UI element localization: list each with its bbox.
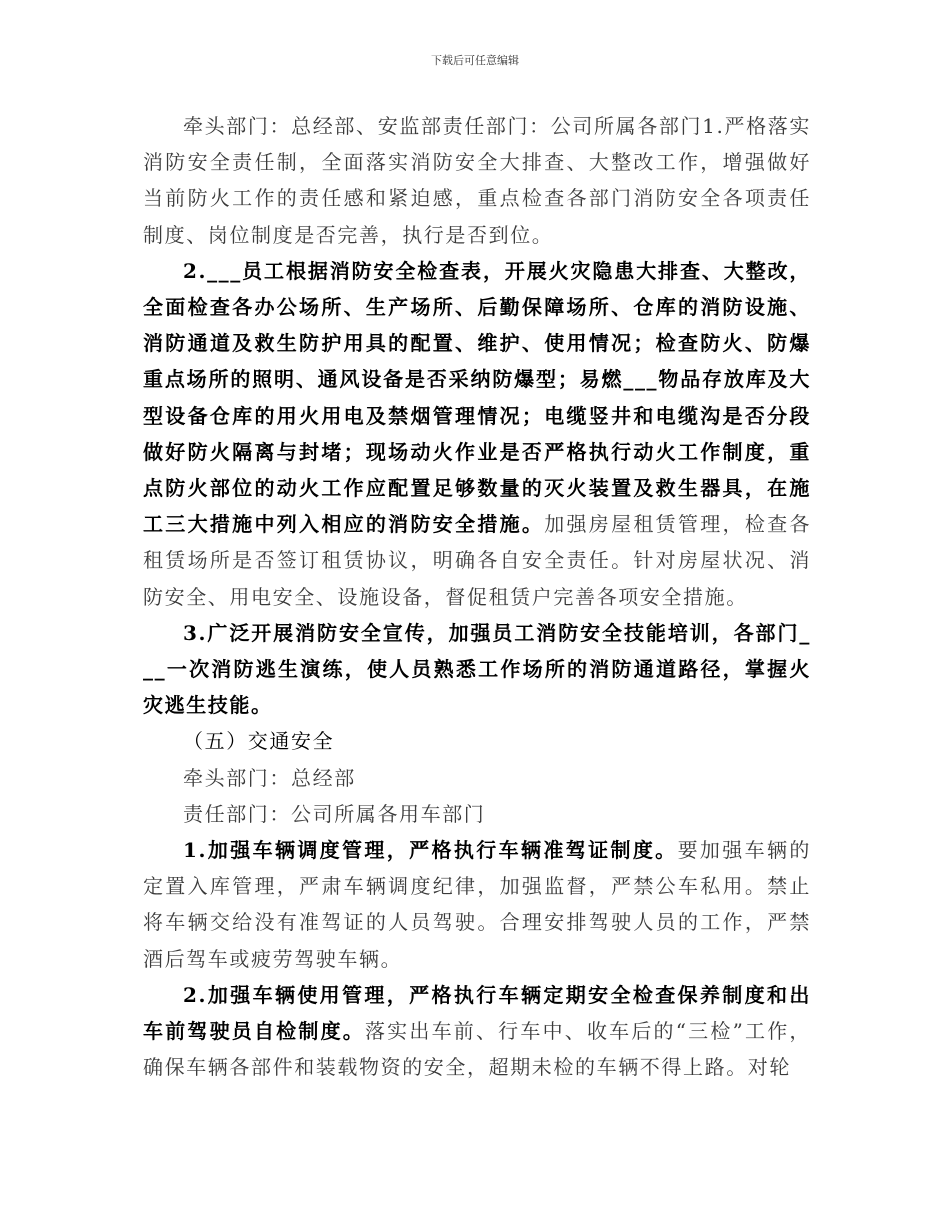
- page-header: 下载后可任意编辑: [431, 54, 519, 67]
- paragraph-fire-inspection: [143, 253, 811, 615]
- paragraph-vehicle-dispatch: [143, 832, 811, 977]
- paragraph-vehicle-use: [143, 977, 811, 1086]
- vehicle-use-bold-text: 2.加强车辆使用管理，严格执行车辆定期安全检查保养制度和出车前驾驶员自检制度。: [143, 982, 811, 1044]
- lead-department: 牵头部门：总经部: [183, 765, 356, 790]
- section-heading-traffic-safety: （五）交通安全: [183, 729, 335, 754]
- vehicle-dispatch-text: 要加强车辆的定置入库管理，严肃车辆调度纪律，加强监督，严禁公车私用。禁止将车辆交给没有准驾证的人员驾驶。合理安排驾驶人员的工作，严禁酒后驾车或疲劳驾驶车辆。: [143, 838, 811, 971]
- paragraph-fire-responsibility: 牵头部门：总经部、安监部责任部门：公司所属各部门1.严格落实消防安全责任制，全面落实消防安全大排查、大整改工作，增强做好当前防火工作的责任感和紧迫感，重点检查各部门消防安全各项责任制度、岗位制度是否完善，执行是否到位。: [143, 114, 811, 247]
- responsible-department: 责任部门：公司所属各用车部门: [183, 801, 486, 826]
- rental-management-text: 加强房屋租赁管理，检查各租赁场所是否签订租赁协议，明确各自安全责任。针对房屋状况、消防安全、用电安全、设施设备，督促租赁户完善各项安全措施。: [143, 512, 811, 609]
- paragraph-fire-training: 3.广泛开展消防安全宣传，加强员工消防安全技能培训，各部门___一次消防逃生演练，使人员熟悉工作场所的消防通道路径，掌握火灾逃生技能。: [143, 620, 811, 718]
- fire-inspection-bold-text: 2.___员工根据消防安全检查表，开展火灾隐患大排查、大整改，全面检查各办公场所、生产场所、后勤保障场所、仓库的消防设施、消防通道及救生防护用具的配置、维护、使用情况；检查防火、防爆重点场所的照明、通风设备是否采纳防爆型；易燃___物品存放库及大型设备仓库的用火用电及禁烟管理情况；电缆竖井和电缆沟是否分段做好防火隔离与封堵；现场动火作业是否严格执行动火工作制度，重点防火部位的动火工作应配置足够数量的灭火装置及救生器具，在施工三大措施中列入相应的消防安全措施。: [143, 258, 811, 537]
- vehicle-dispatch-bold-text: 1.加强车辆调度管理，严格执行车辆准驾证制度。: [183, 838, 678, 863]
- document-body: [143, 108, 811, 1085]
- vehicle-use-text: 落实出车前、行车中、收车后的“三检”工作，确保车辆各部件和装载物资的安全，超期未检的车辆不得上路。对轮: [143, 1019, 811, 1080]
